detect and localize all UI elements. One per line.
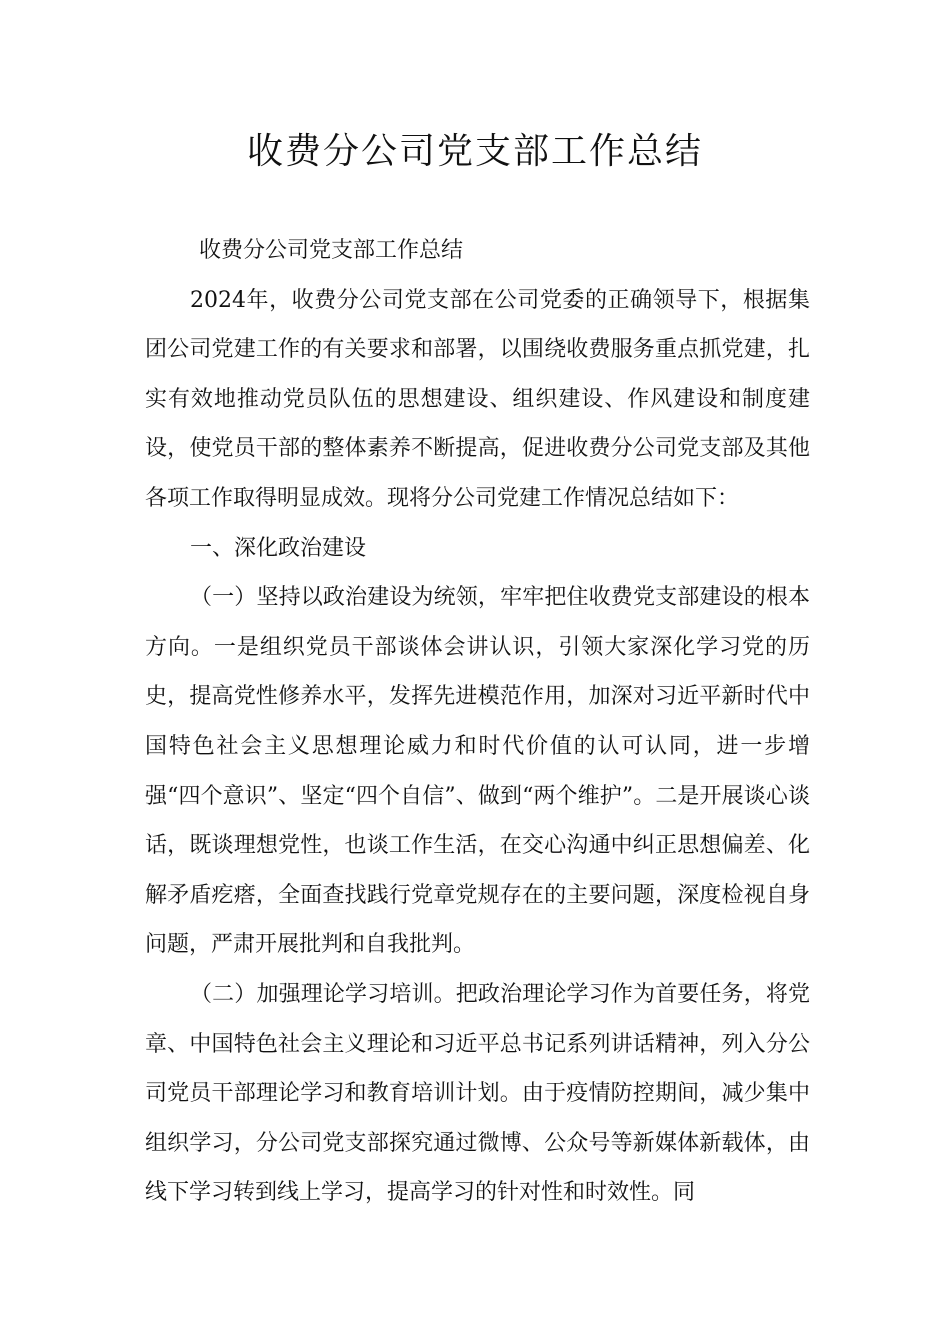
document-body: [145, 226, 810, 1218]
document-subtitle-paragraph: 收费分公司党支部工作总结: [199, 238, 464, 263]
subsection-2-paragraph: （二）加强理论学习培训。把政治理论学习作为首要任务，将党章、中国特色社会主义理论和习近平总书记系列讲话精神，列入分公司党员干部理论学习和教育培训计划。由于疫情防控期间，减少集中组织学习，分公司党支部探究通过微博、公众号等新媒体新载体，由线下学习转到线上学习，提高学习的针对性和时效性。同: [145, 981, 810, 1206]
subsection-1-paragraph: （一）坚持以政治建设为统领，牢牢把住收费党支部建设的根本方向。一是组织党员干部谈体会讲认识，引领大家深化学习党的历史，提高党性修养水平，发挥先进模范作用，加深对习近平新时代中国特色社会主义思想理论威力和时代价值的认可认同，进一步增强“四个意识”、坚定“四个自信”、做到“两个维护”。二是开展谈心谈话，既谈理想党性，也谈工作生活，在交心沟通中纠正思想偏差、化解矛盾疙瘩，全面查找践行党章党规存在的主要问题，深度检视自身问题，严肃开展批判和自我批判。: [145, 585, 810, 958]
document-title: 收费分公司党支部工作总结: [246, 131, 703, 172]
section-heading-1: 一、深化政治建设: [190, 535, 367, 561]
intro-paragraph: 2024年，收费分公司党支部在公司党委的正确领导下，根据集团公司党建工作的有关要求和部署，以围绕收费服务重点抓党建，扎实有效地推动党员队伍的思想建设、组织建设、作风建设和制度建设，使党员干部的整体素养不断提高，促进收费分公司党支部及其他各项工作取得明显成效。现将分公司党建工作情况总结如下：: [145, 287, 810, 511]
